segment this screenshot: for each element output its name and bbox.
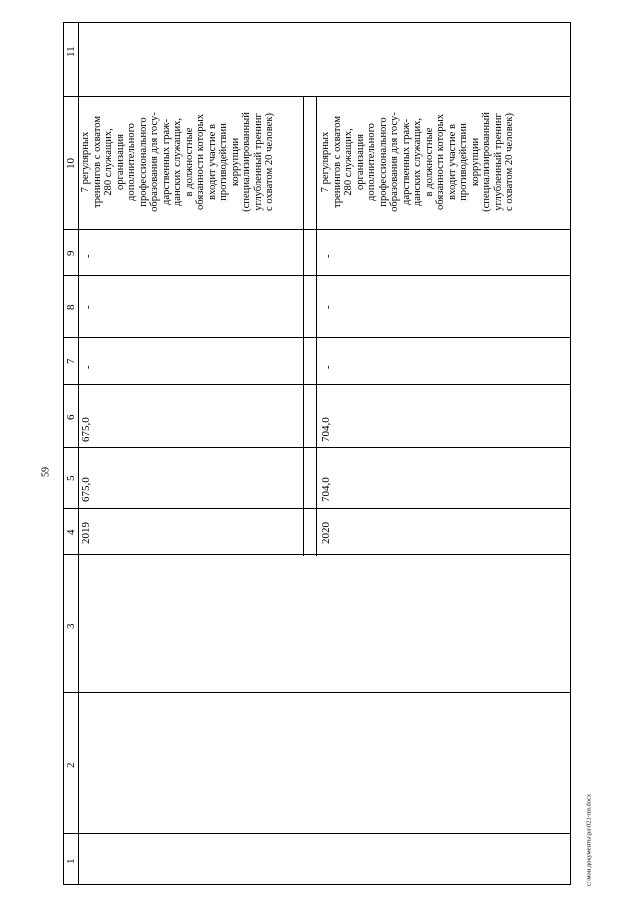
footer-file-path: с:\мои документы\ра\021-пп.docx xyxy=(585,793,593,887)
page-number: 59 xyxy=(40,467,52,477)
data-table: 11 10 9 8 7 6 5 4 3 2 1 2019 675,0 675,0 - - - 7 регулярных тренингов с охватом 280 служащих, организация дополнительного профессионального образования для госу- дарственных граж- данских служащих, в должностные обязанности которых входит участие в противодействии коррупции (специализированный углубленный тренинг с охватом 20 человек) 2020 704,0 704,0 - - - 7 регулярных тренингов с охватом 280 служащих, организация дополнительного профессионального образования для госу- дарственных граж- данских служащих, в должностные обязанности которых входит участие в противодействии коррупции (специализированный углубленный тренинг с охватом 20 человек) xyxy=(63,22,571,885)
